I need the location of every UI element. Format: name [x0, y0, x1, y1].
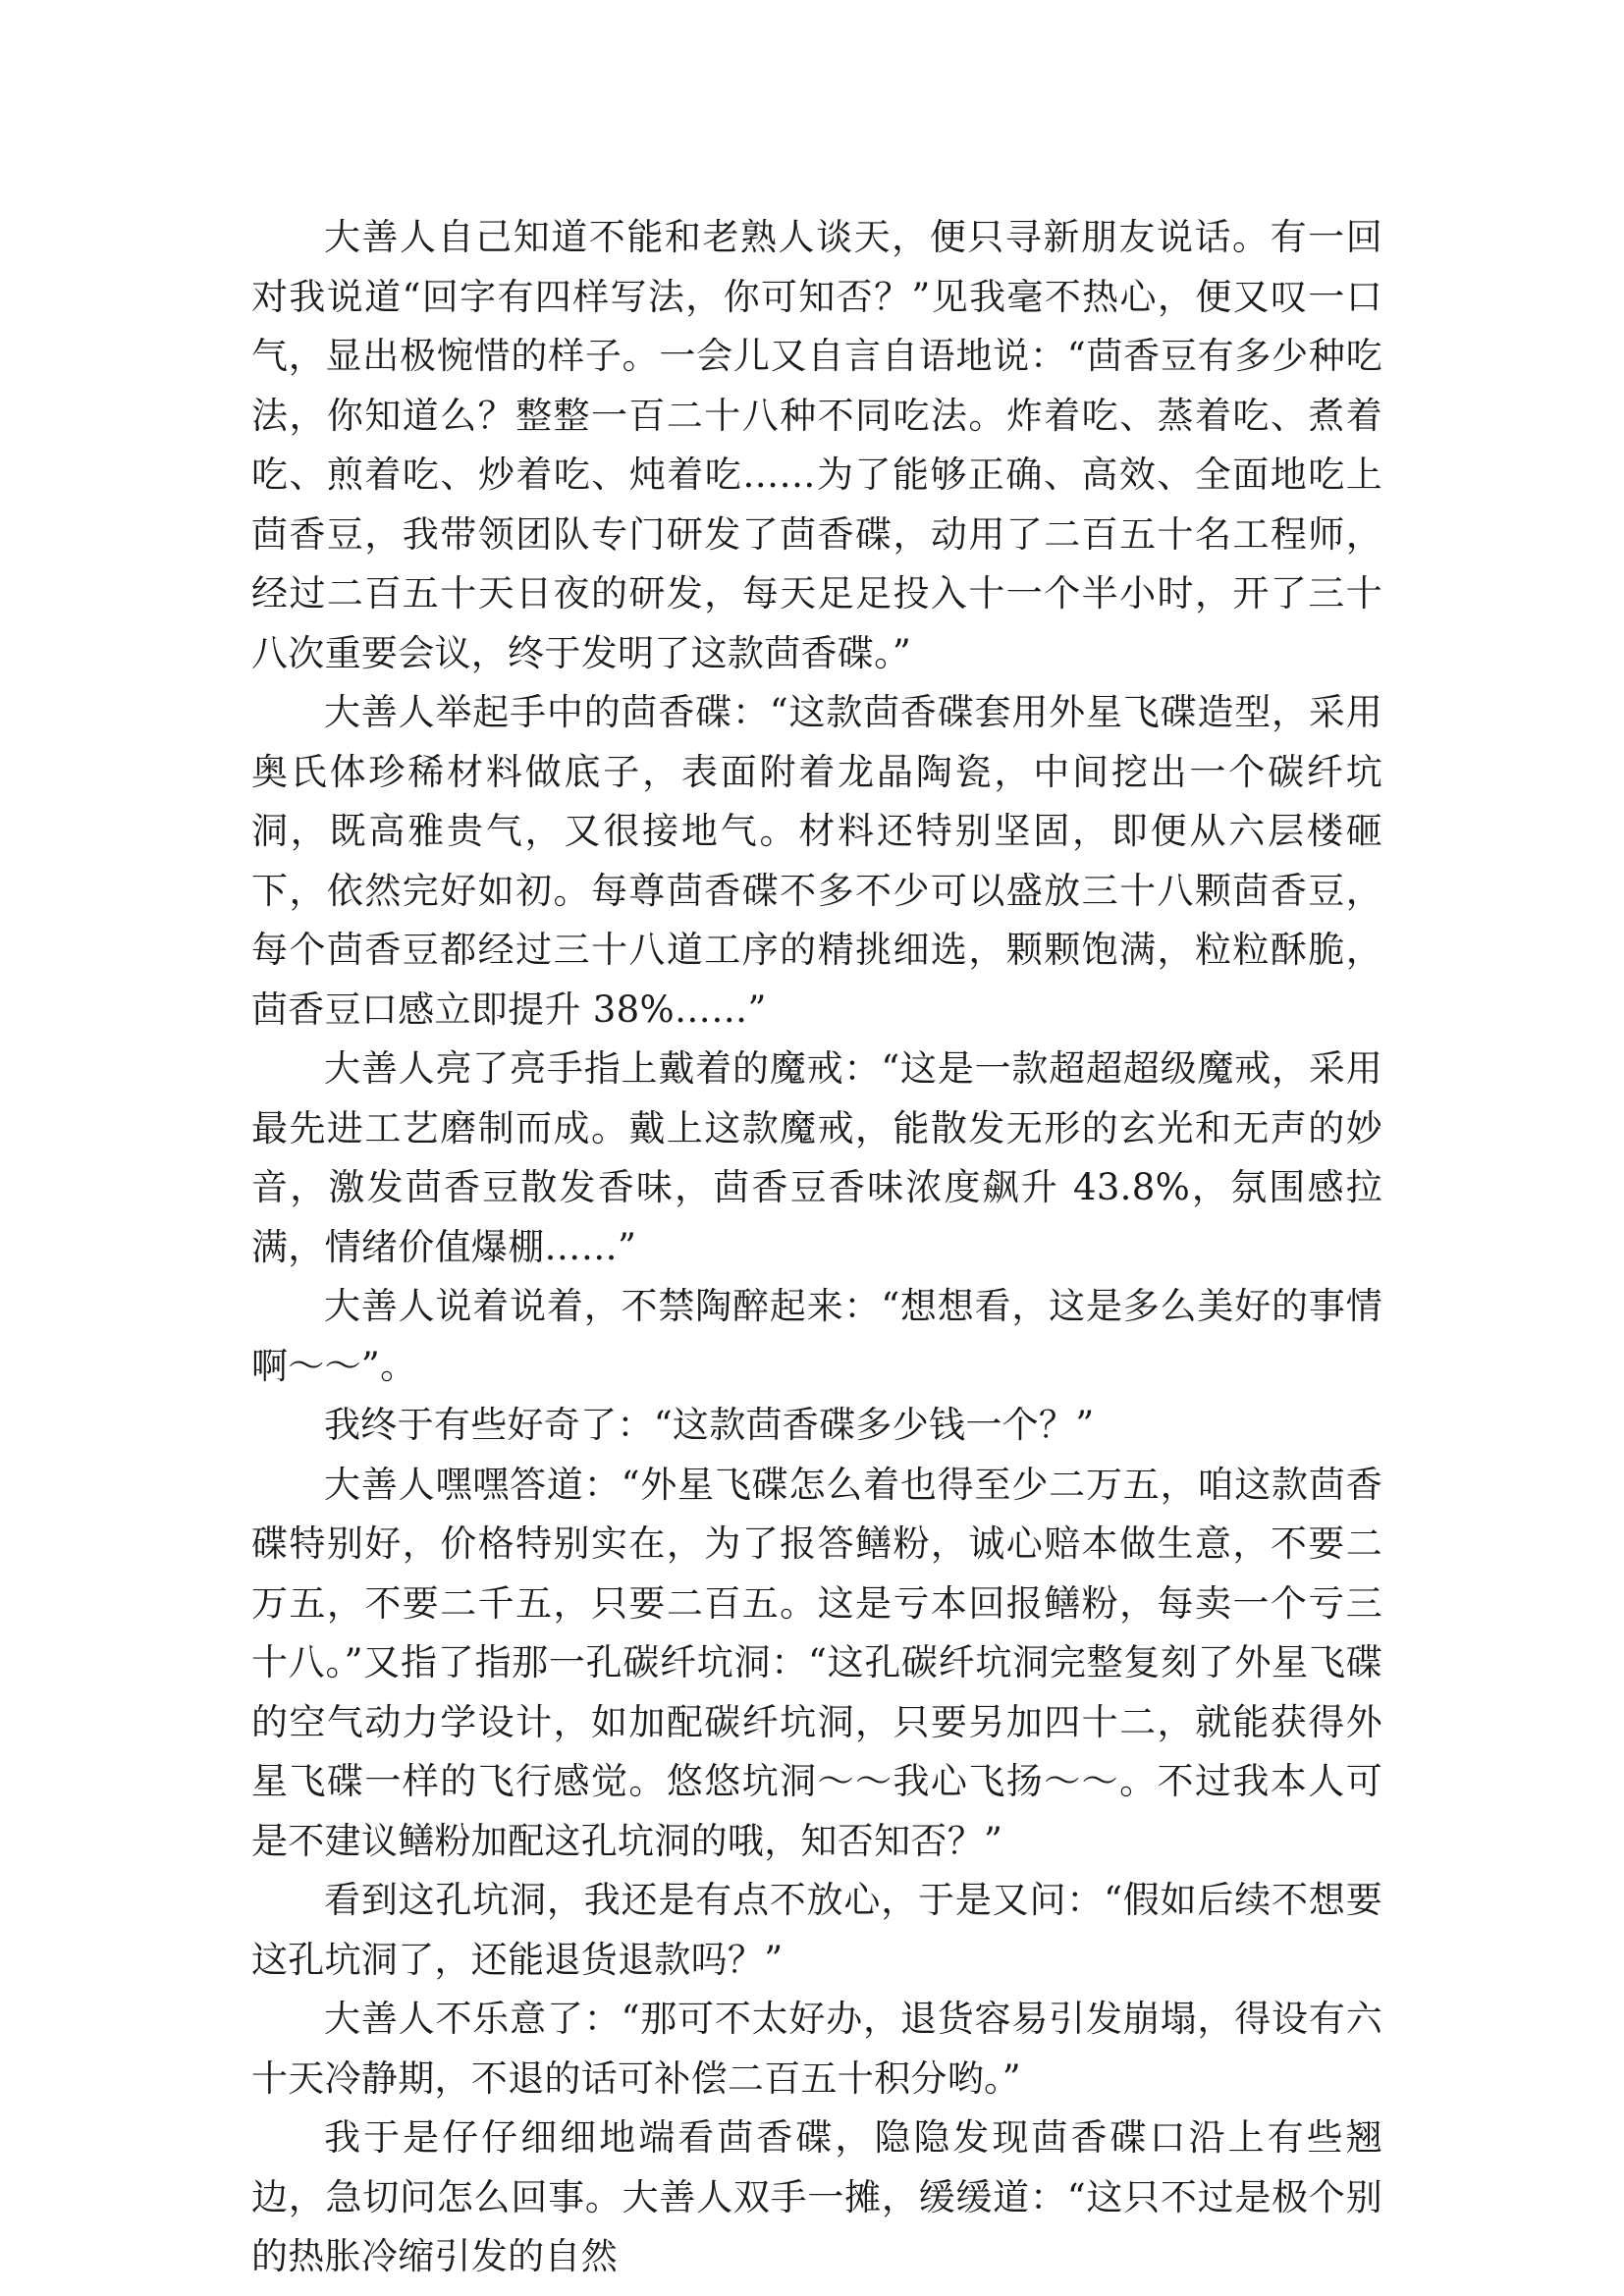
paragraph-1: 大善人自己知道不能和老熟人谈天，便只寻新朋友说话。有一回对我说道“回字有四样写法，你可知否？”见我毫不热心，便又叹一口气，显出极惋惜的样子。一会儿又自言自语地说：“茴香豆有多少种吃法，你知道么？整整一百二十八种不同吃法。炸着吃、蒸着吃、煮着吃、煎着吃、炒着吃、炖着吃……为了能够正确、高效、全面地吃上茴香豆，我带领团队专门研发了茴香碟，动用了二百五十名工程师，经过二百五十天日夜的研发，每天足足投入十一个半小时，开了三十八次重要会议，终于发明了这款茴香碟。” — [251, 216, 1382, 674]
paragraph-9: 我于是仔仔细细地端看茴香碟，隐隐发现茴香碟口沿上有些翘边，急切问怎么回事。大善人双手一摊，缓缓道：“这只不过是极个别的热胀冷缩引发的自然 — [251, 2116, 1382, 2277]
paragraph-2: 大善人举起手中的茴香碟：“这款茴香碟套用外星飞碟造型，采用奥氏体珍稀材料做底子，表面附着龙晶陶瓷，中间挖出一个碳纤坑洞，既高雅贵气，又很接地气。材料还特别坚固，即便从六层楼砸下，依然完好如初。每尊茴香碟不多不少可以盛放三十八颗茴香豆，每个茴香豆都经过三十八道工序的精挑细选，颗颗饱满，粒粒酥脆，茴香豆口感立即提升 38%……” — [251, 691, 1382, 1031]
paragraph-6: 大善人嘿嘿答道：“外星飞碟怎么着也得至少二万五，咱这款茴香碟特别好，价格特别实在，为了报答鳝粉，诚心赔本做生意，不要二万五，不要二千五，只要二百五。这是亏本回报鳝粉，每卖一个亏三十八。”又指了指那一孔碳纤坑洞：“这孔碳纤坑洞完整复刻了外星飞碟的空气动力学设计，如加配碳纤坑洞，只要另加四十二，就能获得外星飞碟一样的飞行感觉。悠悠坑洞～～我心飞扬～～。不过我本人可是不建议鳝粉加配这孔坑洞的哦，知否知否？” — [251, 1463, 1382, 1862]
paragraph-8: 大善人不乐意了：“那可不太好办，退货容易引发崩塌，得设有六十天冷静期，不退的话可补偿二百五十积分哟。” — [251, 1998, 1382, 2100]
paragraph-3: 大善人亮了亮手指上戴着的魔戒：“这是一款超超超级魔戒，采用最先进工艺磨制而成。戴上这款魔戒，能散发无形的玄光和无声的妙音，激发茴香豆散发香味，茴香豆香味浓度飙升 43.8%，氛围感拉满，情绪价值爆棚……” — [251, 1047, 1382, 1268]
paragraph-5: 我终于有些好奇了：“这款茴香碟多少钱一个？” — [324, 1404, 1095, 1446]
document-body — [251, 208, 1382, 2287]
paragraph-7: 看到这孔坑洞，我还是有点不放心，于是又问：“假如后续不想要这孔坑洞了，还能退货退款吗？” — [251, 1879, 1382, 1981]
paragraph-4: 大善人说着说着，不禁陶醉起来：“想想看，这是多么美好的事情啊～～”。 — [251, 1285, 1382, 1387]
